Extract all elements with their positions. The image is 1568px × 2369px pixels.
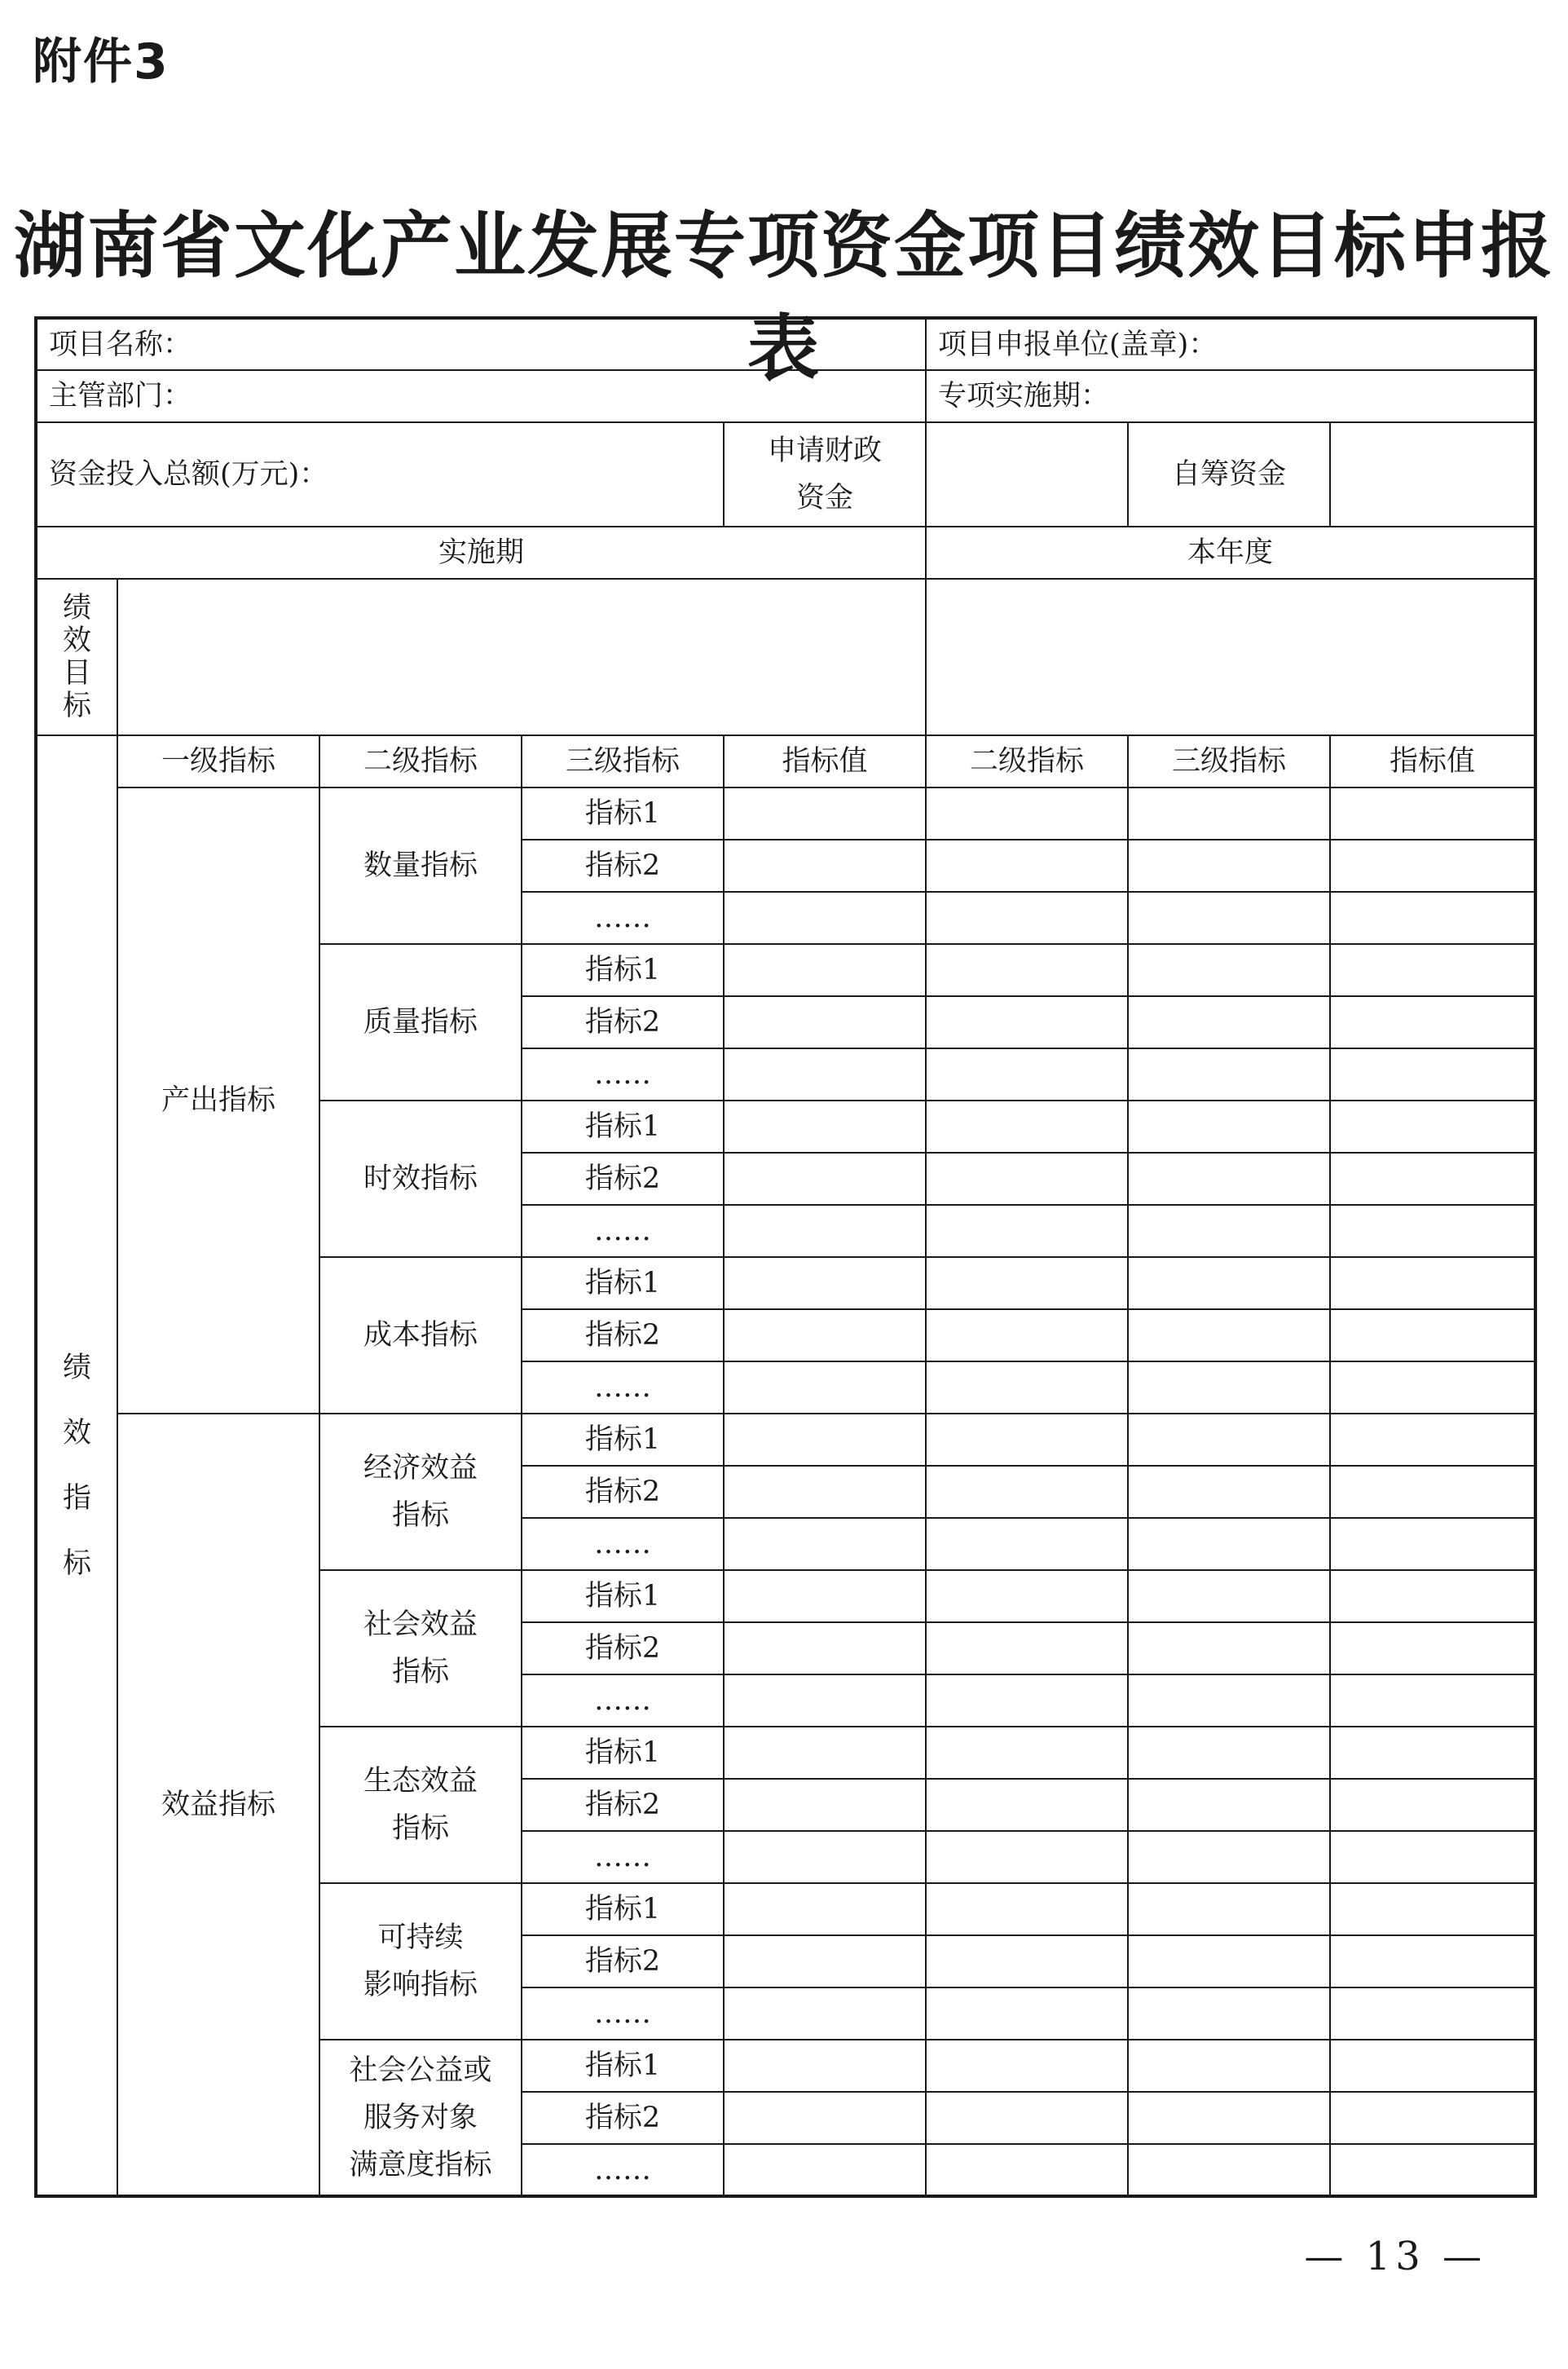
col-level1-header: 一级指标 <box>117 735 319 787</box>
indicator-1-cell: 指标1 <box>522 1101 724 1153</box>
year-level3-input[interactable] <box>1128 2144 1330 2196</box>
value-input[interactable] <box>724 1883 926 1935</box>
col-level3-year-header: 三级指标 <box>1128 735 1330 787</box>
value-input[interactable] <box>724 1205 926 1257</box>
total-investment-label: 资金投入总额(万元)： <box>49 458 328 491</box>
year-level2-input[interactable] <box>926 1779 1128 1831</box>
indicator-label-char: 指 <box>62 1481 91 1515</box>
fiscal-funds-value[interactable] <box>926 422 1128 527</box>
year-level3-input[interactable] <box>1128 1205 1330 1257</box>
value-input[interactable] <box>724 1622 926 1674</box>
project-name-field[interactable] <box>36 318 926 370</box>
col-value-year-header: 指标值 <box>1330 735 1535 787</box>
indicator-1-cell: 指标1 <box>522 1414 724 1466</box>
indicator-2-cell: 指标2 <box>522 840 724 892</box>
year-level3-input[interactable] <box>1128 1518 1330 1570</box>
indicator-label-char: 效 <box>62 1416 91 1449</box>
applicant-unit-field[interactable] <box>926 318 1535 370</box>
year-level2-input[interactable] <box>926 1466 1128 1518</box>
eco-line1: 生态效益 <box>363 1765 478 1798</box>
year-level3-input[interactable] <box>1128 892 1330 944</box>
year-level2-input[interactable] <box>926 1205 1128 1257</box>
sustainability-cell <box>319 1883 522 2040</box>
year-value-input[interactable] <box>1330 1727 1535 1779</box>
year-value-input[interactable] <box>1330 2040 1535 2092</box>
sustain-line1: 可持续 <box>377 1921 464 1954</box>
period-header-row <box>36 527 1535 579</box>
value-input[interactable] <box>724 2092 926 2144</box>
year-value-input[interactable] <box>1330 1831 1535 1883</box>
supervising-dept-field[interactable] <box>36 370 926 422</box>
year-level3-input[interactable] <box>1128 1622 1330 1674</box>
value-input[interactable] <box>724 1361 926 1414</box>
indicator-2-cell: 指标2 <box>522 1153 724 1205</box>
value-input[interactable] <box>724 1935 926 1987</box>
year-level2-input[interactable] <box>926 2040 1128 2092</box>
year-level3-input[interactable] <box>1128 1101 1330 1153</box>
indicator-2-cell: 指标2 <box>522 996 724 1048</box>
year-level2-input[interactable] <box>926 840 1128 892</box>
year-level3-input[interactable] <box>1128 1570 1330 1622</box>
year-level2-input[interactable] <box>926 1987 1128 2040</box>
year-level2-input[interactable] <box>926 1935 1128 1987</box>
year-level2-input[interactable] <box>926 1831 1128 1883</box>
ellipsis-cell: …… <box>522 2144 724 2196</box>
eco-benefit-cell <box>319 1727 522 1883</box>
satisfaction-cell <box>319 2040 522 2196</box>
col-value-header: 指标值 <box>724 735 926 787</box>
col-level2-year-header: 二级指标 <box>926 735 1128 787</box>
value-input[interactable] <box>724 2144 926 2196</box>
implementation-period-label: 专项实施期： <box>938 380 1110 412</box>
year-value-input[interactable] <box>1330 1466 1535 1518</box>
indicator-1-cell: 指标1 <box>522 787 724 840</box>
year-value-input[interactable] <box>1330 1361 1535 1414</box>
year-level2-input[interactable] <box>926 1727 1128 1779</box>
year-level2-input[interactable] <box>926 2144 1128 2196</box>
satisfaction-line2: 服务对象 <box>363 2101 478 2134</box>
year-level2-input[interactable] <box>926 1361 1128 1414</box>
economic-line1: 经济效益 <box>363 1452 478 1484</box>
year-level2-input[interactable] <box>926 1101 1128 1153</box>
ellipsis-cell: …… <box>522 1674 724 1727</box>
indicator-2-cell: 指标2 <box>522 1622 724 1674</box>
economic-line2: 指标 <box>391 1499 449 1532</box>
year-level2-input[interactable] <box>926 1570 1128 1622</box>
year-level3-input[interactable] <box>1128 1466 1330 1518</box>
value-input[interactable] <box>724 996 926 1048</box>
year-level3-input[interactable] <box>1128 1883 1330 1935</box>
quantity-indicator-cell: 数量指标 <box>319 787 522 944</box>
attachment-label: 附件3 <box>33 33 170 90</box>
value-input[interactable] <box>724 1987 926 2040</box>
goal-label-char: 绩 <box>62 592 91 624</box>
year-level2-input[interactable] <box>926 787 1128 840</box>
total-investment-field[interactable] <box>36 422 724 527</box>
year-level3-input[interactable] <box>1128 1361 1330 1414</box>
indicator-2-cell: 指标2 <box>522 2092 724 2144</box>
year-level3-input[interactable] <box>1128 1674 1330 1727</box>
cost-indicator-cell: 成本指标 <box>319 1257 522 1414</box>
economic-benefit-cell <box>319 1414 522 1570</box>
goal-row <box>36 579 1535 735</box>
value-input[interactable] <box>724 1257 926 1309</box>
indicator-header-row <box>36 735 1535 787</box>
year-value-input[interactable] <box>1330 1935 1535 1987</box>
indicator-2-cell: 指标2 <box>522 1466 724 1518</box>
indicator-1-cell: 指标1 <box>522 1257 724 1309</box>
year-level3-input[interactable] <box>1128 1309 1330 1361</box>
self-funds-label: 自筹资金 <box>1128 422 1330 527</box>
performance-goal-form <box>34 316 1537 2198</box>
year-value-input[interactable] <box>1330 1153 1535 1205</box>
value-input[interactable] <box>724 892 926 944</box>
year-level2-input[interactable] <box>926 892 1128 944</box>
goal-current-year-input[interactable] <box>926 579 1535 735</box>
year-value-input[interactable] <box>1330 1518 1535 1570</box>
year-value-input[interactable] <box>1330 1883 1535 1935</box>
year-level2-input[interactable] <box>926 996 1128 1048</box>
value-input[interactable] <box>724 787 926 840</box>
year-value-input[interactable] <box>1330 2144 1535 2196</box>
info-row-1 <box>36 318 1535 370</box>
indicator-label-char: 绩 <box>62 1351 91 1384</box>
year-level2-input[interactable] <box>926 1257 1128 1309</box>
satisfaction-line3: 满意度指标 <box>349 2148 492 2182</box>
year-value-input[interactable] <box>1330 1987 1535 2040</box>
indicator-2-cell: 指标2 <box>522 1935 724 1987</box>
year-level3-input[interactable] <box>1128 1987 1330 2040</box>
value-input[interactable] <box>724 1779 926 1831</box>
year-level3-input[interactable] <box>1128 840 1330 892</box>
year-value-input[interactable] <box>1330 1570 1535 1622</box>
indicator-label-char: 标 <box>62 1546 91 1580</box>
goal-label-char: 标 <box>62 690 91 722</box>
year-level2-input[interactable] <box>926 944 1128 996</box>
output-indicator-cell: 产出指标 <box>117 787 319 1414</box>
value-input[interactable] <box>724 2040 926 2092</box>
benefit-indicator-cell: 效益指标 <box>117 1414 319 2196</box>
year-value-input[interactable] <box>1330 1257 1535 1309</box>
value-input[interactable] <box>724 1831 926 1883</box>
page-title: 湖南省文化产业发展专项资金项目绩效目标申报表 <box>13 203 1554 390</box>
social-line1: 社会效益 <box>363 1608 478 1641</box>
page-number: — 13 — <box>1304 2234 1487 2279</box>
year-value-input[interactable] <box>1330 944 1535 996</box>
supervising-dept-label: 主管部门： <box>49 380 192 412</box>
goal-label-char: 目 <box>62 657 91 690</box>
implementation-period-field[interactable] <box>926 370 1535 422</box>
year-level2-input[interactable] <box>926 2092 1128 2144</box>
current-year-header: 本年度 <box>926 527 1535 579</box>
value-input[interactable] <box>724 1518 926 1570</box>
year-level2-input[interactable] <box>926 1674 1128 1727</box>
value-input[interactable] <box>724 1309 926 1361</box>
year-value-input[interactable] <box>1330 1101 1535 1153</box>
indicator-1-cell: 指标1 <box>522 1727 724 1779</box>
indicator-1-cell: 指标1 <box>522 944 724 996</box>
performance-goal-label <box>36 579 117 735</box>
funding-row <box>36 422 1535 527</box>
year-level2-input[interactable] <box>926 1153 1128 1205</box>
year-level3-input[interactable] <box>1128 944 1330 996</box>
year-value-input[interactable] <box>1330 1309 1535 1361</box>
year-level2-input[interactable] <box>926 1309 1128 1361</box>
goal-implementation-input[interactable] <box>117 579 926 735</box>
indicator-1-cell: 指标1 <box>522 1570 724 1622</box>
year-value-input[interactable] <box>1330 840 1535 892</box>
eco-line2: 指标 <box>391 1812 449 1845</box>
goal-label-char: 效 <box>62 624 91 657</box>
ellipsis-cell: …… <box>522 1831 724 1883</box>
fiscal-funds-line2: 资金 <box>796 482 854 514</box>
ellipsis-cell: …… <box>522 1987 724 2040</box>
year-level2-input[interactable] <box>926 1883 1128 1935</box>
value-input[interactable] <box>724 1466 926 1518</box>
year-level3-input[interactable] <box>1128 1779 1330 1831</box>
quality-indicator-cell: 质量指标 <box>319 944 522 1101</box>
satisfaction-line1: 社会公益或 <box>349 2054 492 2087</box>
value-input[interactable] <box>724 1727 926 1779</box>
ellipsis-cell: …… <box>522 892 724 944</box>
ellipsis-cell: …… <box>522 1518 724 1570</box>
table-row <box>36 787 1535 840</box>
ellipsis-cell: …… <box>522 1205 724 1257</box>
year-value-input[interactable] <box>1330 1674 1535 1727</box>
year-level2-input[interactable] <box>926 1622 1128 1674</box>
year-level3-input[interactable] <box>1128 1727 1330 1779</box>
year-level3-input[interactable] <box>1128 1414 1330 1466</box>
year-level3-input[interactable] <box>1128 1935 1330 1987</box>
indicator-1-cell: 指标1 <box>522 1883 724 1935</box>
year-value-input[interactable] <box>1330 1205 1535 1257</box>
value-input[interactable] <box>724 1414 926 1466</box>
info-row-2 <box>36 370 1535 422</box>
year-value-input[interactable] <box>1330 996 1535 1048</box>
self-funds-value[interactable] <box>1330 422 1535 527</box>
value-input[interactable] <box>724 944 926 996</box>
value-input[interactable] <box>724 1101 926 1153</box>
applicant-unit-label: 项目申报单位(盖章)： <box>938 328 1218 361</box>
year-level2-input[interactable] <box>926 1048 1128 1101</box>
col-level3-header: 三级指标 <box>522 735 724 787</box>
social-line2: 指标 <box>391 1656 449 1688</box>
year-value-input[interactable] <box>1330 1779 1535 1831</box>
year-level2-input[interactable] <box>926 1518 1128 1570</box>
year-value-input[interactable] <box>1330 892 1535 944</box>
indicator-1-cell: 指标1 <box>522 2040 724 2092</box>
table-row <box>36 1414 1535 1466</box>
value-input[interactable] <box>724 1153 926 1205</box>
ellipsis-cell: …… <box>522 1048 724 1101</box>
performance-indicator-label <box>36 735 117 2196</box>
value-input[interactable] <box>724 1570 926 1622</box>
year-value-input[interactable] <box>1330 1414 1535 1466</box>
project-name-label: 项目名称： <box>49 328 192 361</box>
year-value-input[interactable] <box>1330 1622 1535 1674</box>
year-level3-input[interactable] <box>1128 2040 1330 2092</box>
value-input[interactable] <box>724 1048 926 1101</box>
fiscal-funds-line1: 申请财政 <box>768 435 883 467</box>
value-input[interactable] <box>724 1674 926 1727</box>
year-level3-input[interactable] <box>1128 996 1330 1048</box>
implementation-header: 实施期 <box>36 527 926 579</box>
year-value-input[interactable] <box>1330 787 1535 840</box>
year-level3-input[interactable] <box>1128 787 1330 840</box>
year-value-input[interactable] <box>1330 1048 1535 1101</box>
year-level3-input[interactable] <box>1128 1831 1330 1883</box>
year-level3-input[interactable] <box>1128 1048 1330 1101</box>
social-benefit-cell <box>319 1570 522 1727</box>
value-input[interactable] <box>724 840 926 892</box>
year-level3-input[interactable] <box>1128 1153 1330 1205</box>
ellipsis-cell: …… <box>522 1361 724 1414</box>
indicator-2-cell: 指标2 <box>522 1309 724 1361</box>
year-value-input[interactable] <box>1330 2092 1535 2144</box>
sustain-line2: 影响指标 <box>363 1969 478 2001</box>
indicator-2-cell: 指标2 <box>522 1779 724 1831</box>
timeliness-indicator-cell: 时效指标 <box>319 1101 522 1257</box>
year-level3-input[interactable] <box>1128 1257 1330 1309</box>
fiscal-funds-label <box>724 422 926 527</box>
year-level3-input[interactable] <box>1128 2092 1330 2144</box>
col-level2-header: 二级指标 <box>319 735 522 787</box>
year-level2-input[interactable] <box>926 1414 1128 1466</box>
